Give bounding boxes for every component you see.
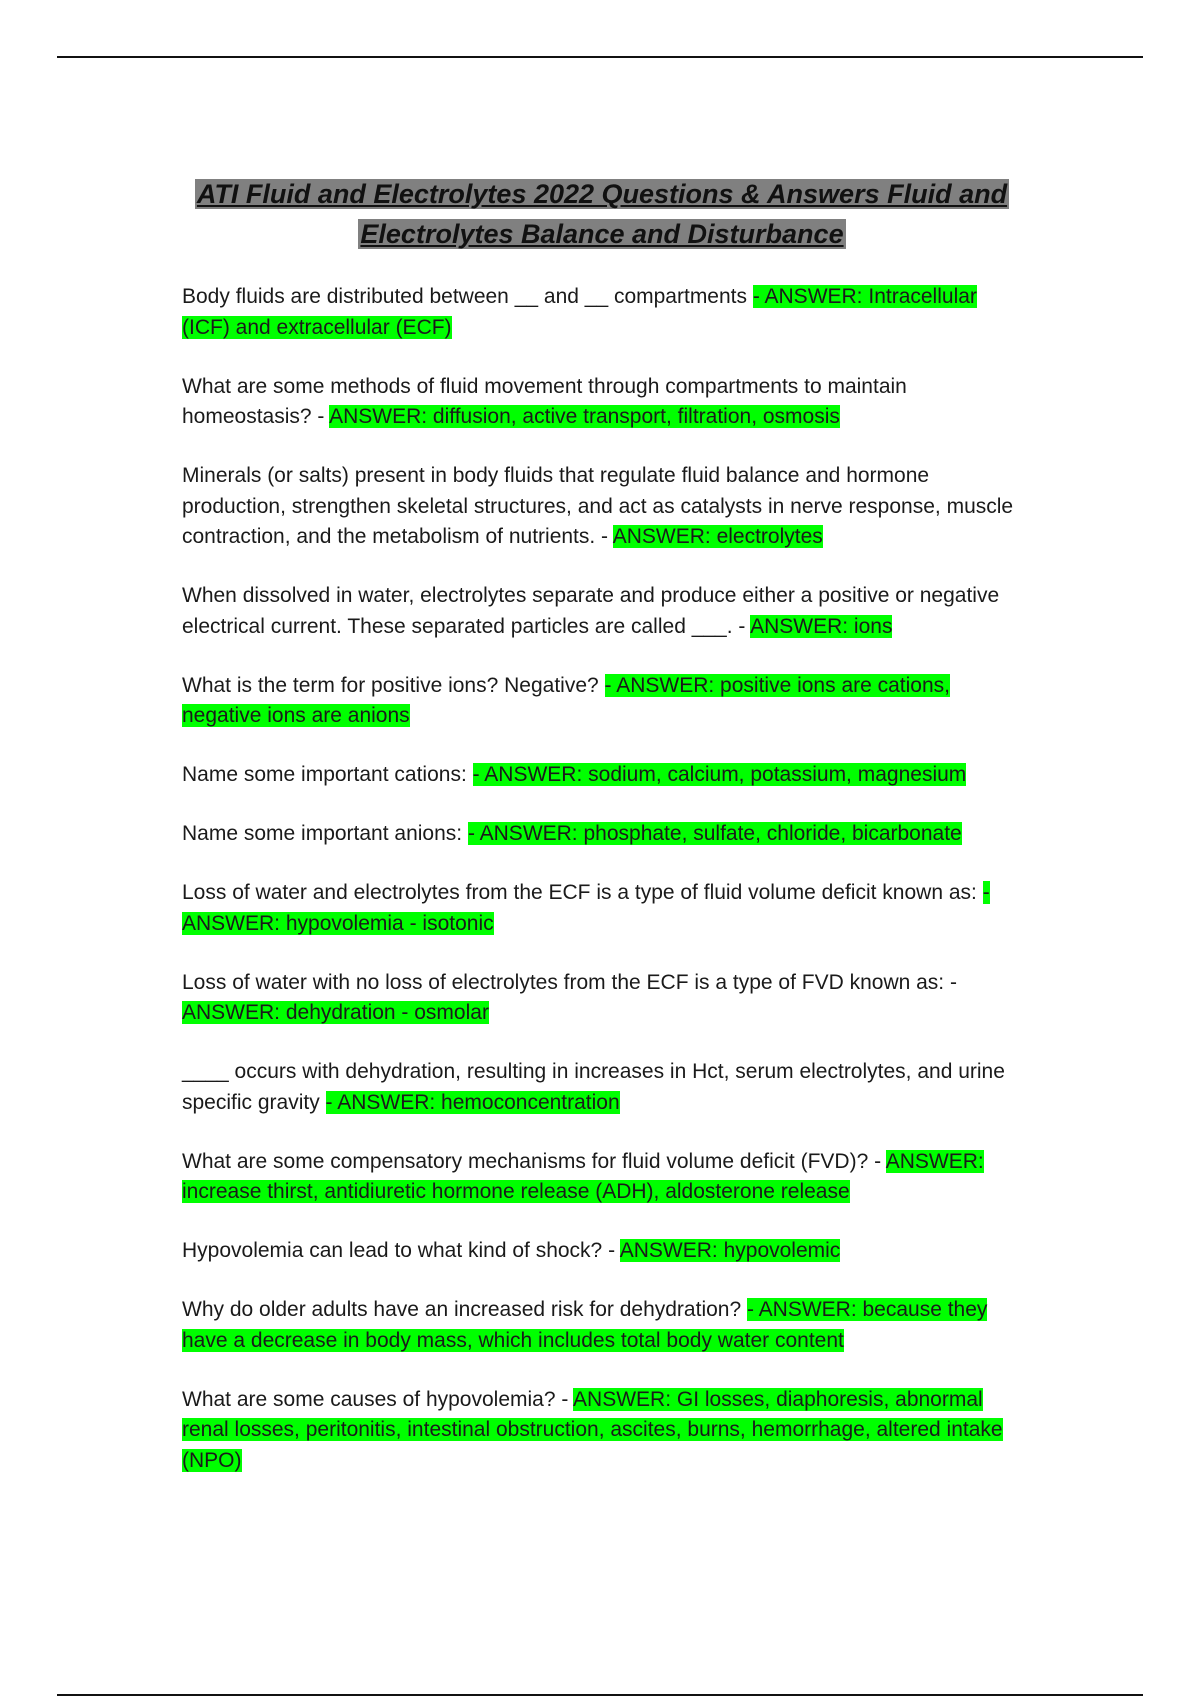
top-rule <box>57 56 1143 58</box>
document-body <box>182 174 1022 1505</box>
qa-question: Body fluids are distributed between __ and __ compartments <box>182 285 753 308</box>
qa-question: Name some important anions: <box>182 822 468 845</box>
qa-question: ____ occurs with dehydration, resulting in increases in Hct, serum electrolytes, and urine specific gravity <box>182 1060 1005 1114</box>
qa-item <box>182 760 1022 791</box>
qa-question: Loss of water with no loss of electrolytes from the ECF is a type of FVD known as: - <box>182 970 957 994</box>
qa-answer: - ANSWER: sodium, calcium, potassium, magnesium <box>472 763 967 786</box>
qa-item <box>182 968 1022 1029</box>
qa-list <box>182 282 1022 1476</box>
qa-item <box>182 581 1022 642</box>
qa-question: Hypovolemia can lead to what kind of shock? - <box>182 1239 620 1262</box>
qa-answer: - ANSWER: because they have a decrease in body mass, which includes total body water content <box>182 1298 988 1352</box>
qa-question: What is the term for positive ions? Negative? <box>182 673 605 697</box>
qa-item <box>182 671 1022 732</box>
qa-question: Loss of water and electrolytes from the ECF is a type of fluid volume deficit known as: <box>182 881 983 904</box>
qa-item <box>182 372 1022 433</box>
qa-answer: ANSWER: dehydration - osmolar <box>182 1001 489 1024</box>
document-title <box>182 174 1022 254</box>
qa-item <box>182 282 1022 343</box>
qa-item <box>182 1236 1022 1267</box>
qa-answer: ANSWER: electrolytes <box>612 525 823 548</box>
qa-question: When dissolved in water, electrolytes separate and produce either a positive or negative electrical current. These separated particles are called ___. - <box>182 584 1000 638</box>
qa-item <box>182 819 1022 850</box>
qa-question: Name some important cations: <box>182 763 473 786</box>
qa-answer: ANSWER: ions <box>750 614 893 638</box>
qa-answer: ANSWER: increase thirst, antidiuretic hormone release (ADH), aldosterone release <box>182 1149 984 1203</box>
bottom-rule <box>57 1694 1143 1696</box>
qa-answer: ANSWER: GI losses, diaphoresis, abnormal renal losses, peritonitis, intestinal obstruction, ascites, burns, hemorrhage, altered intake (NPO) <box>182 1387 1003 1472</box>
qa-item <box>182 1295 1022 1356</box>
qa-answer: - ANSWER: positive ions are cations, negative ions are anions <box>182 673 950 727</box>
qa-question: Why do older adults have an increased risk for dehydration? <box>182 1298 747 1321</box>
qa-item <box>182 461 1022 553</box>
qa-question: What are some causes of hypovolemia? - <box>182 1387 574 1411</box>
qa-answer: ANSWER: hypovolemic <box>619 1239 841 1262</box>
qa-answer: - ANSWER: hypovolemia - isotonic <box>182 881 990 935</box>
qa-question: Minerals (or salts) present in body fluids that regulate fluid balance and hormone production, strengthen skeletal structures, and act as catalysts in nerve response, muscle contraction, and the metabolism of nutrients. - <box>182 464 1014 548</box>
qa-answer: - ANSWER: phosphate, sulfate, chloride, bicarbonate <box>467 822 962 845</box>
document-title-text: ATI Fluid and Electrolytes 2022 Questions & Answers Fluid and Electrolytes Balance and Disturbance <box>196 179 1008 249</box>
qa-question: What are some compensatory mechanisms for fluid volume deficit (FVD)? - <box>182 1149 886 1173</box>
qa-answer: - ANSWER: hemoconcentration <box>325 1090 620 1114</box>
qa-question: What are some methods of fluid movement through compartments to maintain homeostasis? - <box>182 374 907 428</box>
qa-item <box>182 1147 1022 1208</box>
qa-item <box>182 1385 1022 1477</box>
qa-answer: - ANSWER: Intracellular (ICF) and extracellular (ECF) <box>182 285 977 339</box>
qa-item <box>182 1057 1022 1118</box>
qa-answer: ANSWER: diffusion, active transport, filtration, osmosis <box>329 405 840 428</box>
qa-item <box>182 878 1022 939</box>
